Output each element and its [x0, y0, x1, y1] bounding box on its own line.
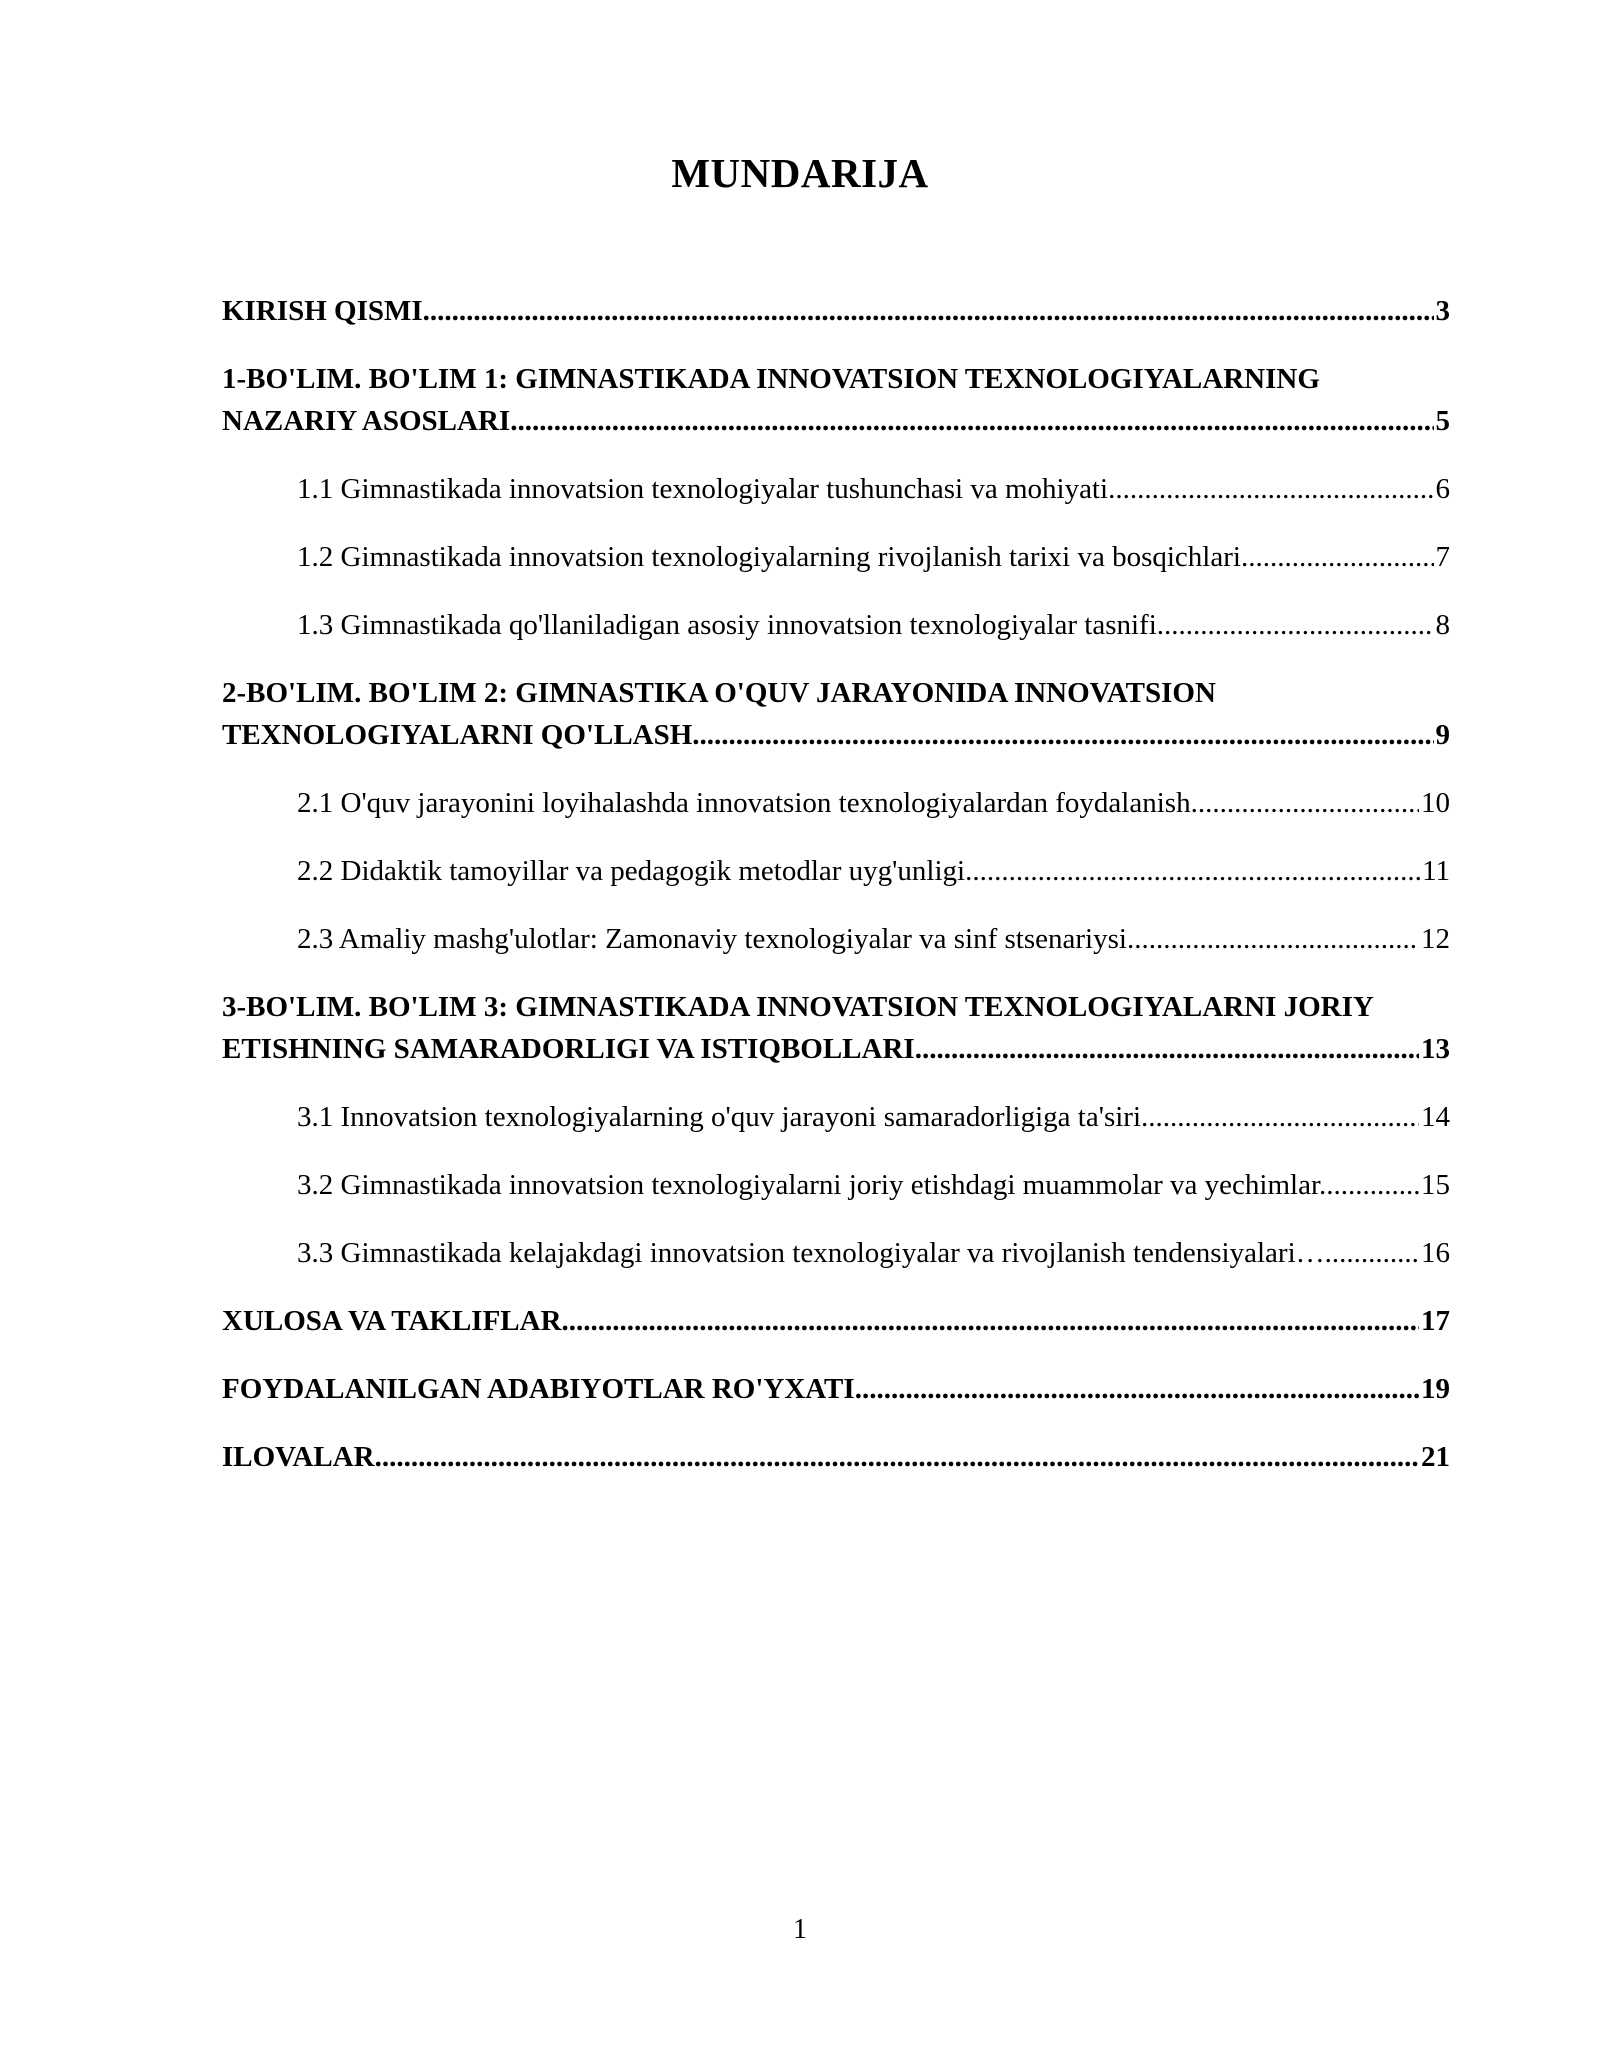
- dot-leader: [510, 400, 1433, 442]
- toc-entry-chapter-1[interactable]: [222, 358, 1450, 442]
- toc-entry-chapter-2[interactable]: [222, 672, 1450, 756]
- toc-entry-page: 11: [1422, 855, 1450, 887]
- dot-leader: [1241, 536, 1434, 578]
- dot-leader: [1191, 782, 1419, 824]
- toc-entry-adabiyotlar[interactable]: [222, 1368, 1450, 1410]
- dot-leader: [1141, 1096, 1419, 1138]
- toc-entry-page: 17: [1421, 1305, 1450, 1337]
- toc-entry-3-1[interactable]: [222, 1096, 1450, 1138]
- toc-entry-page: 15: [1421, 1169, 1450, 1201]
- toc-entry-page: 3: [1435, 295, 1450, 327]
- dot-leader: [423, 290, 1434, 332]
- toc-entry-title: 2.3 Amaliy mashg'ulotlar: Zamonaviy texnologiyalar va sinf stsenariysi: [297, 923, 1127, 955]
- toc-entry-title: 3.1 Innovatsion texnologiyalarning o'quv jarayoni samaradorligiga ta'siri: [297, 1101, 1142, 1133]
- toc-entry-page: 19: [1421, 1373, 1450, 1405]
- toc-entry-title: 2.1 O'quv jarayonini loyihalashda innovatsion texnologiyalardan foydalanish: [297, 787, 1191, 819]
- toc-entry-title: TEXNOLOGIYALARNI QO'LLASH: [222, 719, 693, 751]
- toc-entry-ilovalar[interactable]: [222, 1436, 1450, 1478]
- toc-entry-page: 12: [1421, 923, 1450, 955]
- toc-entry-title: XULOSA VA TAKLIFLAR: [222, 1305, 562, 1337]
- toc-entry-3-3[interactable]: [222, 1232, 1450, 1274]
- toc-entry-page: 9: [1435, 719, 1450, 751]
- toc-entry-xulosa[interactable]: [222, 1300, 1450, 1342]
- dot-leader: [915, 1028, 1419, 1070]
- toc-entry-page: 14: [1421, 1101, 1450, 1133]
- dot-leader: [1326, 1164, 1419, 1206]
- toc-entry-2-2[interactable]: [222, 850, 1450, 892]
- dot-leader: [1157, 604, 1434, 646]
- dot-leader: [1325, 1232, 1419, 1274]
- toc-entry-2-3[interactable]: [222, 918, 1450, 960]
- toc-entry-1-2[interactable]: [222, 536, 1450, 578]
- toc-entry-chapter-3[interactable]: [222, 986, 1450, 1070]
- toc-entry-page: 21: [1421, 1441, 1450, 1473]
- toc-entry-title: KIRISH QISMI: [222, 295, 423, 327]
- toc-entry-page: 8: [1435, 609, 1450, 641]
- toc-entry-title: 1.3 Gimnastikada qo'llaniladigan asosiy innovatsion texnologiyalar tasnifi: [297, 609, 1157, 641]
- page-number: 1: [793, 1914, 807, 1945]
- toc-entry-title: NAZARIY ASOSLARI: [222, 405, 511, 437]
- toc-entry-title: ETISHNING SAMARADORLIGI VA ISTIQBOLLARI: [222, 1033, 915, 1065]
- toc-entry-page: 16: [1421, 1237, 1450, 1269]
- toc-entry-1-3[interactable]: [222, 604, 1450, 646]
- toc-entry-1-1[interactable]: [222, 468, 1450, 510]
- page-title: MUNDARIJA: [671, 150, 929, 196]
- toc-entry-page: 13: [1421, 1033, 1450, 1065]
- toc-entry-title: 2.2 Didaktik tamoyillar va pedagogik metodlar uyg'unligi: [297, 855, 966, 887]
- table-of-contents: [222, 290, 1450, 1504]
- toc-entry-page: 6: [1435, 473, 1450, 505]
- toc-entry-title: 3.3 Gimnastikada kelajakdagi innovatsion texnologiyalar va rivojlanish tendensiyalari…: [297, 1237, 1325, 1269]
- toc-entry-title: 1.1 Gimnastikada innovatsion texnologiyalar tushunchasi va mohiyati: [297, 473, 1109, 505]
- toc-entry-page: 5: [1435, 405, 1450, 437]
- toc-entry-title-line: 1-BO'LIM. BO'LIM 1: GIMNASTIKADA INNOVATSION TEXNOLOGIYALARNING: [222, 363, 1320, 395]
- dot-leader: [562, 1300, 1419, 1342]
- toc-entry-title: 3.2 Gimnastikada innovatsion texnologiyalarni joriy etishdagi muammolar va yechimlar.: [297, 1169, 1327, 1201]
- toc-entry-2-1[interactable]: [222, 782, 1450, 824]
- toc-entry-title-line: 2-BO'LIM. BO'LIM 2: GIMNASTIKA O'QUV JARAYONIDA INNOVATSION: [222, 677, 1216, 709]
- toc-entry-title: 1.2 Gimnastikada innovatsion texnologiyalarning rivojlanish tarixi va bosqichlari: [297, 541, 1241, 573]
- dot-leader: [1127, 918, 1419, 960]
- dot-leader: [375, 1436, 1419, 1478]
- toc-entry-page: 10: [1421, 787, 1450, 819]
- toc-entry-page: 7: [1435, 541, 1450, 573]
- toc-entry-title-line: 3-BO'LIM. BO'LIM 3: GIMNASTIKADA INNOVATSION TEXNOLOGIYALARNI JORIY: [222, 991, 1374, 1023]
- dot-leader: [965, 850, 1420, 892]
- toc-entry-kirish[interactable]: [222, 290, 1450, 332]
- dot-leader: [855, 1368, 1419, 1410]
- toc-entry-3-2[interactable]: [222, 1164, 1450, 1206]
- dot-leader: [1108, 468, 1433, 510]
- toc-entry-title: ILOVALAR: [222, 1441, 375, 1473]
- dot-leader: [692, 714, 1433, 756]
- toc-entry-title: FOYDALANILGAN ADABIYOTLAR RO'YXATI: [222, 1373, 855, 1405]
